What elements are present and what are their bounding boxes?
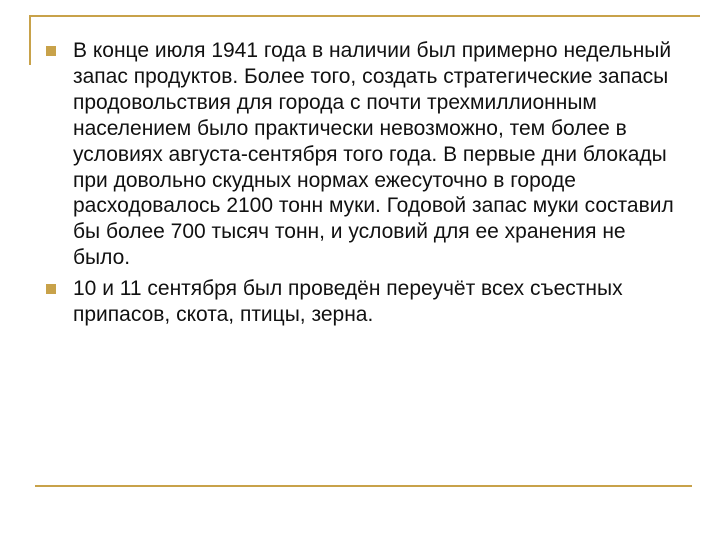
bullet-item-1 (44, 38, 684, 271)
bullet-item-2 (44, 276, 684, 328)
bottom-divider (35, 485, 692, 487)
square-bullet-icon (46, 284, 56, 294)
bullet-text: В конце июля 1941 года в наличии был примерно недельный запас продуктов. Более того, создать стратегические запасы продовольствия для города с почти трехмиллионным населением было практически невозможно, тем более в условиях августа-сентября того года. В первые дни блокады при довольно скудных нормах ежесуточно в городе расходовалось 2100 тонн муки. Годовой запас муки составил бы более 700 тысяч тонн, и условий для ее хранения не было. (73, 39, 674, 270)
top-left-accent (29, 15, 31, 65)
square-bullet-icon (46, 46, 56, 56)
slide-body (44, 38, 684, 333)
top-divider (29, 15, 700, 17)
bullet-text: 10 и 11 сентября был проведён переучёт всех съестных припасов, скота, птицы, зерна. (73, 277, 623, 327)
